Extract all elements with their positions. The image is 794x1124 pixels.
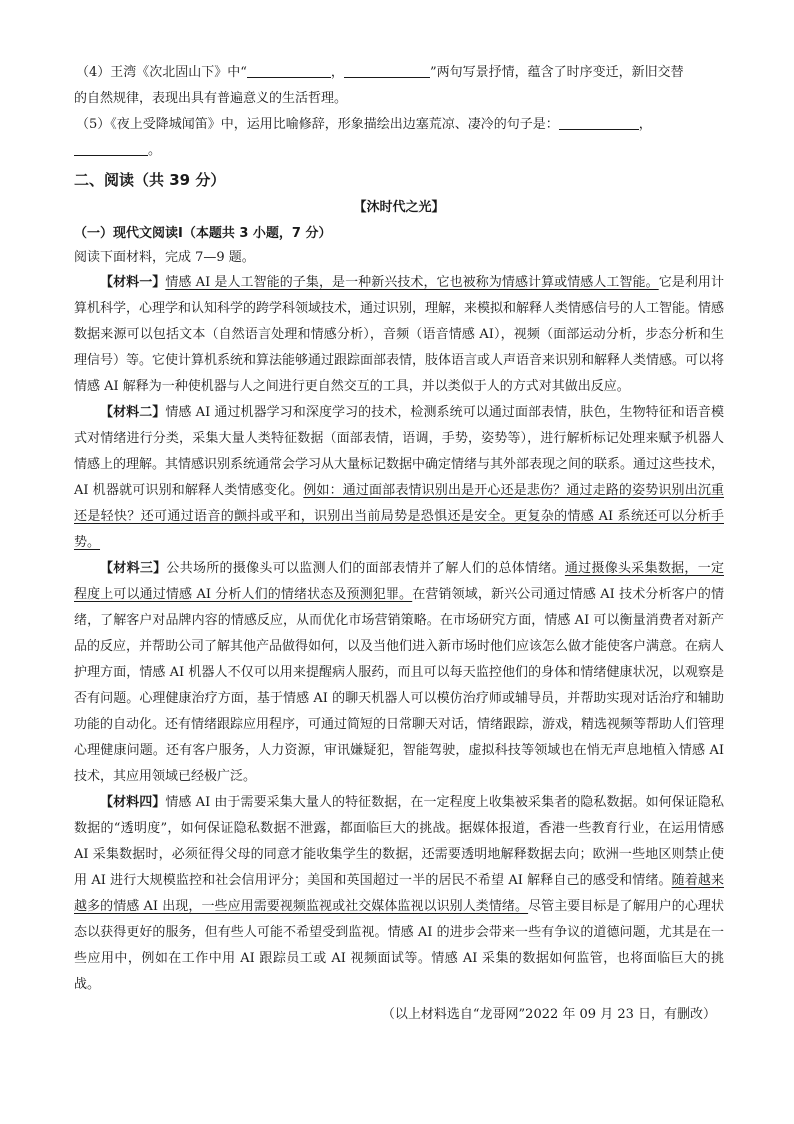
q4-suffix: ”两句写景抒情，蕴含了时序变迁，新旧交替 [429, 65, 684, 80]
answer-blank-1[interactable] [247, 63, 331, 78]
answer-blank-4[interactable] [74, 141, 148, 156]
material-1 [74, 270, 724, 400]
part-title: （一）现代文阅读Ⅰ（本题共 3 小题，7 分） [74, 226, 332, 241]
material-text: 尽管主要目标是了解用户的心理状态以获得更好的服务，但有些人可能不希望受到监视。情感 AI 的进步会带来一些有争议的道德问题，尤其是在一些应用中，例如在工作中用 AI 跟踪员工或 AI 视频面试等。情感 AI 采集的数据如何监管，也将面临巨大的挑战。 [74, 899, 724, 992]
question-4-line-2: 的自然规律，表现出具有普遍意义的生活哲理。 [74, 91, 348, 106]
question-5-line-1 [74, 112, 724, 138]
material-label: 【材料一】 [100, 275, 166, 290]
answer-blank-2[interactable] [344, 63, 430, 78]
underlined-sentence: 随着越来越多的情感 AI 出现，一些应用需要视频监视或社交媒体监视以识别人类情绪。 [74, 873, 724, 914]
material-text: 情感 AI 通过机器学习和深度学习的技术，检测系统可以通过面部表情，肤色，生物特征和语音模式对情绪进行分类，采集大量人类特征数据（面部表情，语调，手势，姿势等），进行解析标记处理来赋予机器人情感上的理解。其情感识别系统通常会学习从大量标记数据中确定情绪与其外部表现之间的联系。通过这些技术，AI 机器就可识别和解释人类情感变化。 [74, 405, 725, 498]
q4-comma: ， [330, 65, 344, 80]
answer-blank-3[interactable] [559, 115, 639, 130]
underlined-sentence: 通过摄像头采集数据，一定程度上可以通过情感 AI 分析人们的情绪状态及预测犯罪。 [74, 561, 724, 602]
question-4-line-1 [74, 60, 724, 86]
instruction: 阅读下面材料，完成 7—9 题。 [74, 250, 255, 265]
source-note: （以上材料选自“龙哥网”2022 年 09 月 23 日，有删改） [381, 1007, 716, 1022]
material-label: 【材料三】 [100, 561, 167, 576]
section-title: 二、阅读（共 39 分） [74, 171, 226, 189]
underlined-sentence: 情感 AI 是人工智能的子集，是一种新兴技术，它也被称为情感计算或情感人工智能。 [165, 275, 659, 290]
q5-end: 。 [148, 143, 162, 158]
question-5-line-2 [74, 138, 724, 164]
material-text: 公共场所的摄像头可以监测人们的面部表情并了解人们的总体情绪。 [166, 561, 565, 576]
underlined-sentence: 例如：通过面部表情识别出是开心还是悲伤？通过走路的姿势识别出沉重还是轻快？还可通过语音的颤抖或平和，识别出当前局势是恐惧还是安全。更复杂的情感 AI 系统还可以分析手势。 [74, 483, 724, 550]
material-text: 它是利用计算机科学，心理学和认知科学的跨学科领域技术，通过识别，理解，来模拟和解释人类情感信号的人工智能。情感数据来源可以包括文本（自然语言处理和情感分析），音频（语音情感 AI），视频（面部运动分析，步态分析和生理信号）等。它使计算机系统和算法能够通过跟踪面部表情，肢体语言或人声语音来识别和解释人类情感。可以将情感 AI 解释为一种使机器与人之间进行更自然交互的工具，并以类似于人的方式对其做出反应。 [74, 275, 725, 394]
exam-page [74, 60, 724, 1030]
q5-comma: ， [638, 117, 652, 132]
material-label: 【材料四】 [100, 795, 166, 810]
q5-text: （5）《夜上受降城闻笛》中，运用比喻修辞，形象描绘出边塞荒凉、凄冷的句子是： [76, 117, 559, 132]
material-3 [74, 556, 724, 790]
material-2 [74, 400, 724, 556]
q4-prefix: （4）王湾《次北固山下》中“ [76, 65, 247, 80]
material-label: 【材料二】 [100, 405, 166, 420]
theme-title: 【沐时代之光】 [353, 200, 445, 215]
material-text: 在营销领域，新兴公司通过情感 AI 技术分析客户的情绪，了解客户对品牌内容的情感反应，从而优化市场营销策略。在市场研究方面，情感 AI 可以衡量消费者对新产品的反应，并帮助公司了解其他产品做得如何，以及当他们进入新市场时他们应该怎么做才能使客户满意。在病人护理方面，情感 AI 机器人不仅可以用来提醒病人服药，而且可以每天监控他们的身体和情绪健康状况，以观察是否有问题。心理健康治疗方面，基于情感 AI 的聊天机器人可以模仿治疗师或辅导员，并帮助实现对话治疗和辅助功能的自动化。还有情绪跟踪应用程序，可通过简短的日常聊天对话，情绪跟踪，游戏，精选视频等帮助人们管理心理健康问题。还有客户服务，人力资源，审讯嫌疑犯，智能驾驶，虚拟科技等领域也在悄无声息地植入情感 AI 技术，其应用领域已经极广泛。 [74, 587, 725, 784]
material-text: 情感 AI 由于需要采集大量人的特征数据，在一定程度上收集被采集者的隐私数据。如何保证隐私数据的“透明度”，如何保证隐私数据不泄露，都面临巨大的挑战。据媒体报道，香港一些教育行业，在运用情感 AI 采集数据时，必须征得父母的同意才能收集学生的数据，还需要透明地解释数据去向；欧洲一些地区则禁止使用 AI 进行大规模监控和社会信用评分；美国和英国超过一半的居民不希望 AI 解释自己的感受和情绪。 [74, 795, 724, 888]
material-4 [74, 790, 724, 998]
